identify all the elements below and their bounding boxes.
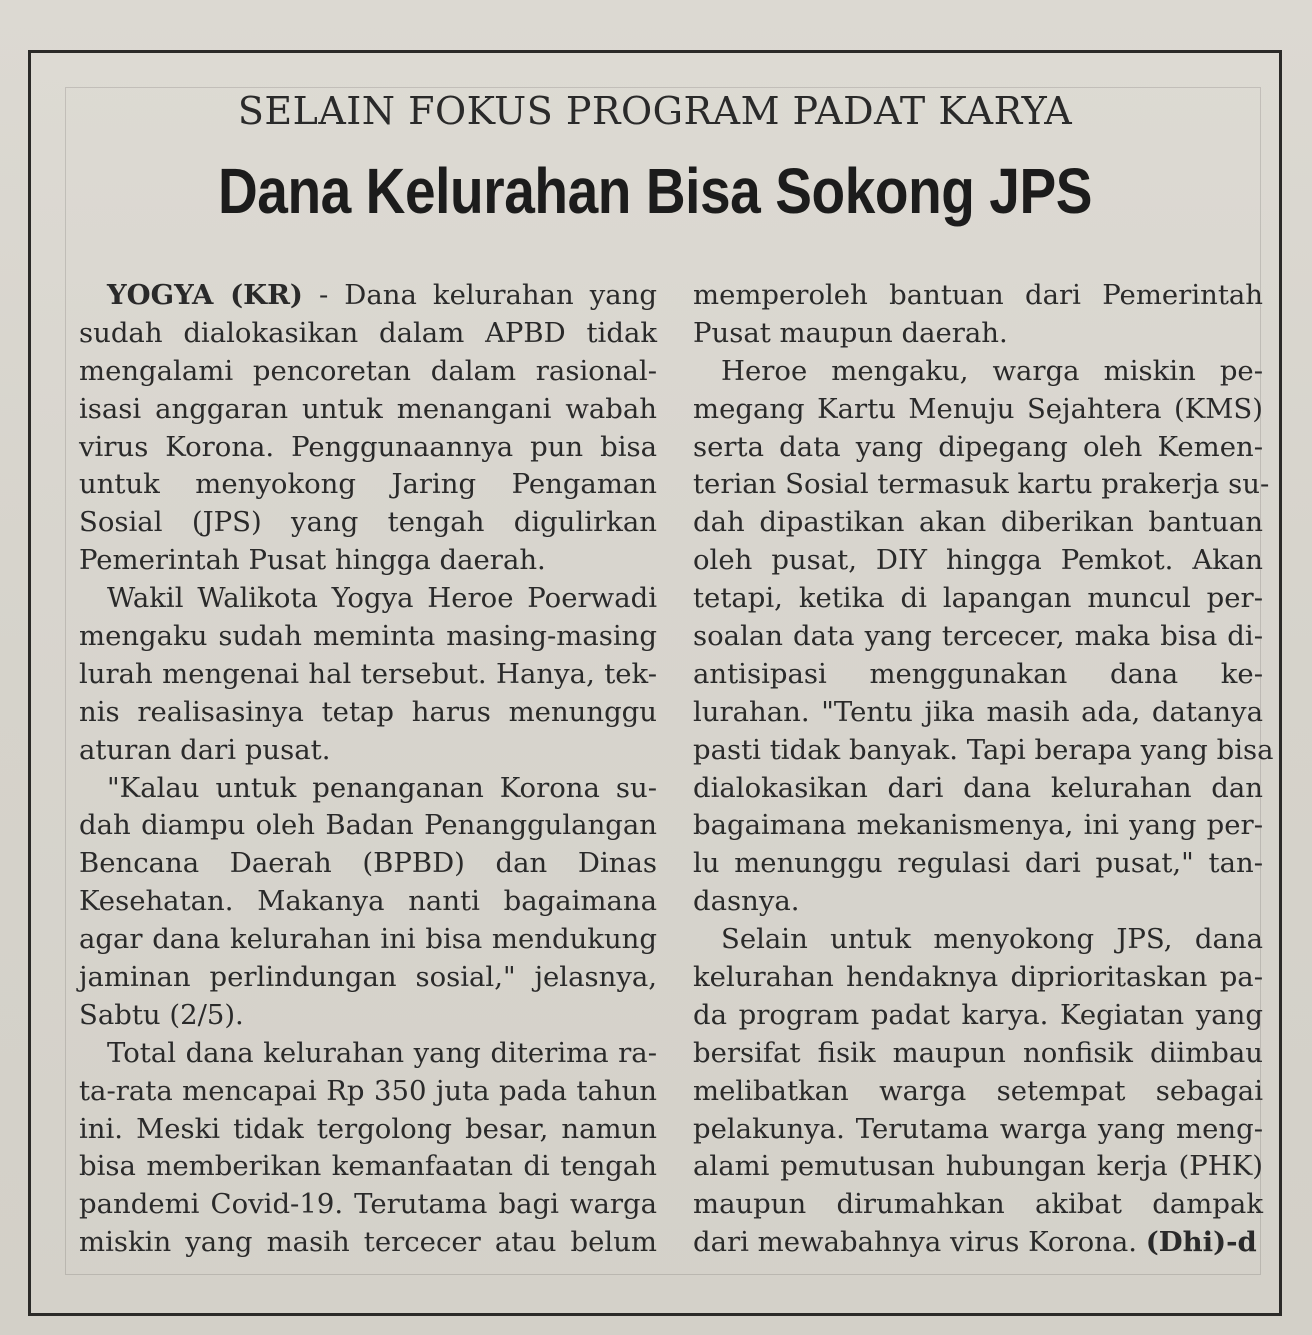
article-line: memperoleh bantuan dari Pemerintah: [693, 279, 1263, 311]
article-line: dah diampu oleh Badan Penanggulangan: [79, 809, 657, 842]
article-line: untuk menyokong Jaring Pengaman: [79, 468, 657, 501]
article-line: Pusat maupun daerah.: [693, 316, 1008, 349]
article-line: Sosial (JPS) yang tengah digulirkan: [79, 506, 657, 539]
article-line: megang Kartu Menuju Sejahtera (KMS): [693, 392, 1263, 425]
article-line: dah dipastikan akan diberikan bantuan: [693, 506, 1263, 539]
article-line: [693, 1224, 1263, 1262]
article-line: antisipasi menggunakan dana ke-: [693, 657, 1263, 690]
article-line: virus Korona. Penggunaannya pun bisa: [79, 430, 657, 463]
article-line: soalan data yang tercecer, maka bisa di-: [693, 620, 1263, 653]
article-line: sudah dialokasikan dalam APBD tidak: [79, 316, 657, 349]
article-column-right: [693, 277, 1274, 1262]
article-line: Wakil Walikota Yogya Heroe Poerwadi: [107, 582, 657, 615]
article-column-left: [79, 277, 657, 1262]
newspaper-clipping: [28, 50, 1282, 1316]
author-signoff: (Dhi)-d: [1145, 1226, 1257, 1259]
article-line: terian Sosial termasuk kartu prakerja su-: [693, 468, 1270, 501]
article-line: lurah mengenai hal tersebut. Hanya, tek-: [79, 657, 657, 690]
article-line: lu menunggu regulasi dari pusat," tan-: [693, 847, 1263, 880]
article-line: pandemi Covid-19. Terutama bagi warga: [79, 1188, 657, 1221]
article-line: tetapi, ketika di lapangan muncul per-: [693, 582, 1263, 615]
article-line: oleh pusat, DIY hingga Pemkot. Akan: [693, 544, 1263, 577]
article-dateline: YOGYA (KR): [107, 279, 303, 311]
article-line: Heroe mengaku, warga miskin pe-: [721, 354, 1263, 387]
article-line: Pemerintah Pusat hingga daerah.: [79, 544, 546, 577]
article-line: jaminan perlindungan sosial," jelasnya,: [79, 961, 657, 994]
article-line-text: dari mewabahnya virus Korona.: [693, 1226, 1138, 1259]
article-line: dialokasikan dari dana kelurahan dan: [693, 771, 1263, 804]
article-line: aturan dari pusat.: [79, 733, 331, 766]
article-line: bersifat fisik maupun nonfisik diimbau: [693, 1036, 1263, 1069]
article-line: melibatkan warga setempat sebagai: [693, 1074, 1263, 1107]
article-line: mengaku sudah meminta masing-masing: [79, 620, 657, 653]
article-line: mengalami pencoretan dalam rasional-: [79, 354, 657, 387]
article-line: bisa memberikan kemanfaatan di tengah: [79, 1150, 657, 1183]
article-line: isasi anggaran untuk menangani wabah: [79, 392, 657, 425]
article-line: pasti tidak banyak. Tapi berapa yang bisa: [693, 733, 1274, 766]
article-line: da program padat karya. Kegiatan yang: [693, 998, 1263, 1031]
article-line: Bencana Daerah (BPBD) dan Dinas: [79, 847, 657, 880]
article-line: Kesehatan. Makanya nanti bagaimana: [79, 885, 657, 918]
article-line: "Kalau untuk penanganan Korona su-: [107, 771, 657, 804]
article-line: Selain untuk menyokong JPS, dana: [721, 923, 1263, 956]
article-line: agar dana kelurahan ini bisa mendukung: [79, 923, 657, 956]
article-line: Sabtu (2/5).: [79, 998, 244, 1031]
article-headline: Dana Kelurahan Bisa Sokong JPS: [217, 155, 1093, 227]
article-line: ta-rata mencapai Rp 350 juta pada tahun: [79, 1074, 657, 1107]
article-line-text: - Dana kelurahan yang: [302, 279, 657, 311]
article-line: Total dana kelurahan yang diterima ra-: [107, 1036, 657, 1069]
article-line: ini. Meski tidak tergolong besar, namun: [79, 1112, 657, 1145]
article-line: serta data yang dipegang oleh Kemen-: [693, 430, 1263, 463]
article-line: [79, 277, 657, 315]
article-kicker: SELAIN FOKUS PROGRAM PADAT KARYA: [237, 89, 1073, 133]
article-line: dasnya.: [693, 885, 800, 918]
article-line: pelakunya. Terutama warga yang meng-: [693, 1112, 1263, 1145]
article-line: lurahan. "Tentu jika masih ada, datanya: [693, 695, 1263, 728]
article-line: bagaimana mekanismenya, ini yang per-: [693, 809, 1263, 842]
article-line: miskin yang masih tercecer atau belum: [79, 1226, 657, 1259]
article-line: alami pemutusan hubungan kerja (PHK): [693, 1150, 1263, 1183]
article-line: nis realisasinya tetap harus menunggu: [79, 695, 657, 728]
article-line: maupun dirumahkan akibat dampak: [693, 1188, 1263, 1221]
article-line: kelurahan hendaknya diprioritaskan pa-: [693, 961, 1263, 994]
